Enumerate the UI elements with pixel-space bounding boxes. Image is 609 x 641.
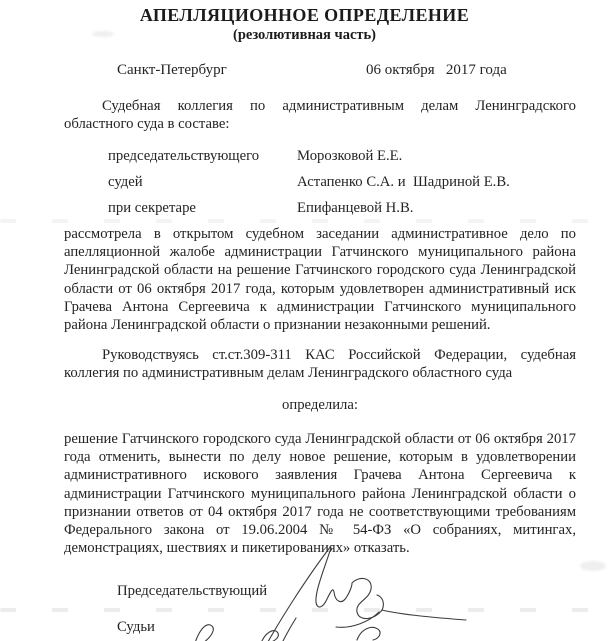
composition-name: Епифанцевой Н.В. — [297, 200, 414, 216]
scanner-noise-band — [0, 608, 609, 612]
scan-smudge — [92, 31, 114, 37]
composition-role: при секретаре — [108, 200, 196, 216]
judge-signature-2 — [282, 618, 296, 641]
judge-signature-1 — [195, 625, 213, 641]
chairman-signature — [258, 546, 331, 641]
judge-signature-2 — [261, 631, 278, 641]
judges-label: Судьи — [117, 619, 155, 635]
composition-role: судей — [108, 174, 143, 190]
composition-row-chairman — [108, 148, 578, 174]
document-subtitle: (резолютивная часть) — [232, 27, 377, 43]
chairman-signature — [336, 612, 379, 627]
legal-basis-paragraph: Руководствуясь ст.ст.309-311 КАС Российской Федерации, судебная коллегия по административным делам Ленинградского областного суда — [64, 347, 576, 382]
intro-paragraph: Судебная коллегия по административным делам Ленинградского областного суда в составе: — [64, 98, 576, 133]
scan-smudge — [580, 561, 606, 571]
document-title: АПЕЛЛЯЦИОННОЕ ОПРЕДЕЛЕНИЕ — [139, 5, 470, 25]
decision-paragraph: решение Гатчинского городского суда Ленинградской области от 06 октября 2017 года отменить, вынести по делу новое решение, которым в удовлетворении административного искового заявления Грачева Антона Сергеевича к администрации Гатчинского муниципального района Ленинградской области о признании ответов от 04 октября 2017 года не соответствующими требованиям Федерального закона от 19.06.2004 № 54-ФЗ «О собраниях, митингах, демонстрациях, шествиях и пикетированиях» отказать. — [64, 431, 576, 557]
scanner-noise-band — [0, 219, 609, 223]
composition-role: председательствующего — [108, 148, 260, 164]
case-description-paragraph: рассмотрела в открытом судебном заседании административное дело по апелляционной жалобе администрации Гатчинского муниципального района Ленинградской области на решение Гатчинского городского суда Ленинградской области от 06 октября 2017 года, которым удовлетворен административный иск Грачева Антона Сергеевича к администрации Гатчинского муниципального района Ленинградской области о признании незаконными решений. — [64, 226, 576, 334]
chairman-label: Председательствующий — [117, 583, 268, 599]
place-label: Санкт-Петербург — [117, 62, 227, 78]
composition-name: Морозковой Е.Е. — [297, 148, 403, 164]
date-label: 06 октября 2017 года — [366, 62, 507, 78]
composition-row-judges — [108, 174, 578, 200]
court-composition-list — [108, 148, 578, 226]
judge-signature-3 — [357, 627, 380, 640]
ruling-word: определила: — [282, 397, 358, 413]
composition-name: Астапенко С.А. и Шадриной Е.В. — [297, 174, 510, 190]
